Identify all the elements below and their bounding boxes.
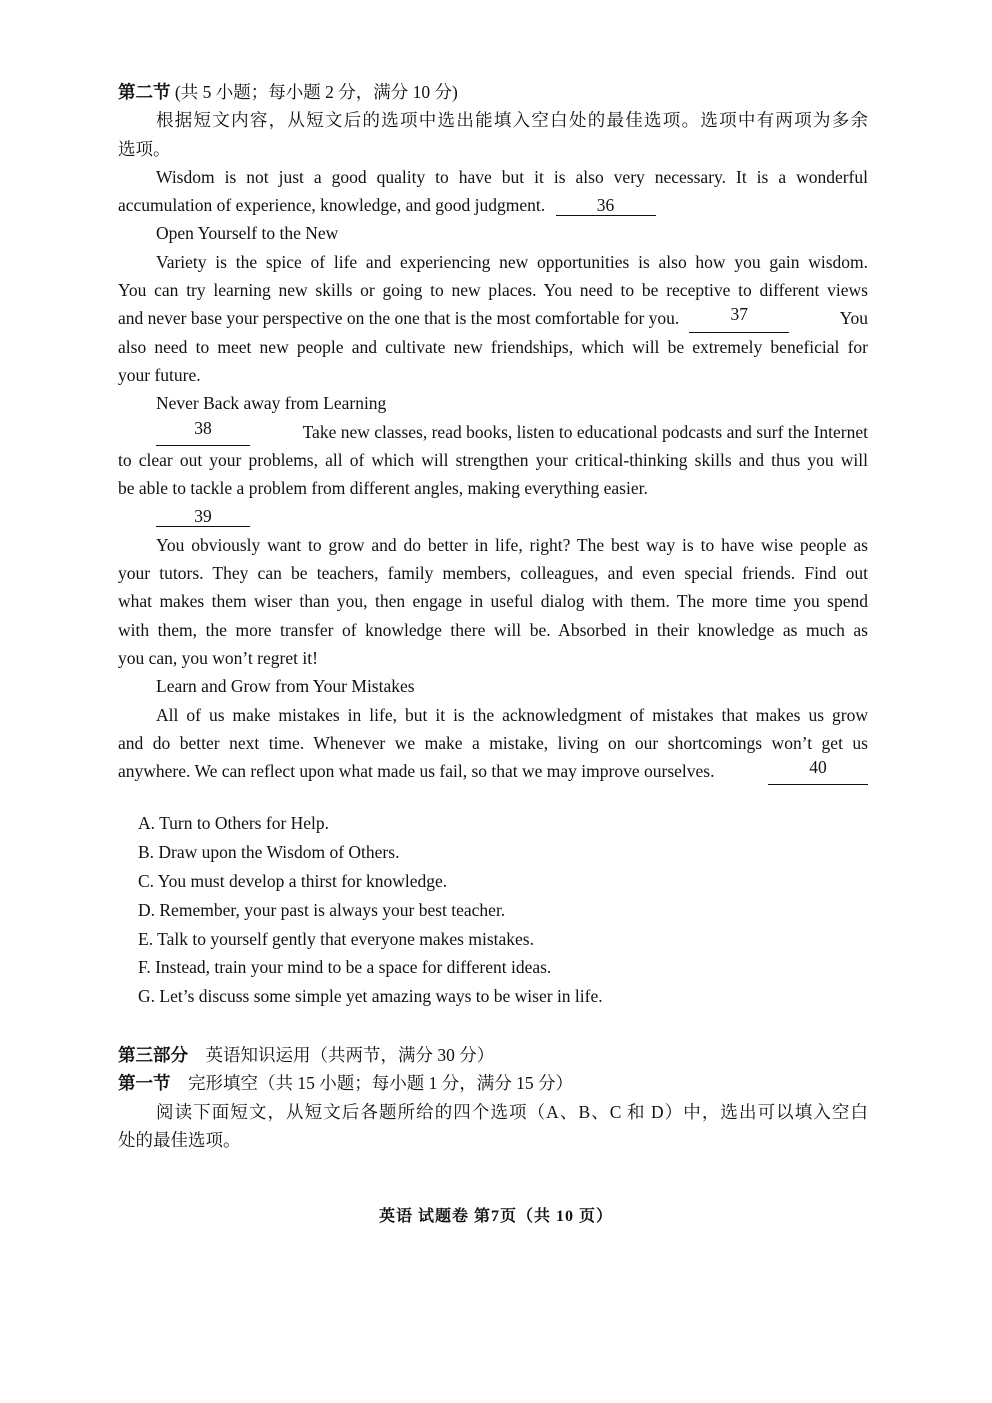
part3-section1-heading [118, 1069, 868, 1097]
part3-section [118, 1041, 868, 1154]
passage-p2-line3-text: and never base your perspective on the one that is the most comfortable for you. [118, 308, 680, 329]
passage-p1-line1: Wisdom is not just a good quality to have but it is also very necessary. It is a wonderful [156, 166, 868, 187]
passage-p5-line3-text: anywhere. We can reflect upon what made us fail, so that we may improve ourselves. [118, 761, 715, 782]
passage-p2-line4: also need to meet new people and cultivate new friendships, which will be extremely beneficial for [118, 336, 868, 357]
option-f: F. Instead, train your mind to be a space for different ideas. [138, 957, 552, 978]
passage-p3-line1 [118, 418, 868, 446]
part3-heading-rest: 英语知识运用（共两节，满分 30 分） [188, 1045, 495, 1065]
part3-instruction-line2: 处的最佳选项。 [118, 1129, 241, 1150]
passage-p4-line3: what makes them wiser than you, then engage in useful dialog with them. The more time you spend [118, 591, 868, 612]
options-list [118, 809, 868, 1011]
passage-p3-line2: to clear out your problems, all of which will strengthen your critical-thinking skills and thus you will [118, 449, 868, 470]
passage-p5-line3 [118, 757, 868, 785]
option-b: B. Draw upon the Wisdom of Others. [138, 842, 400, 863]
subheading-never-back-away: Never Back away from Learning [156, 393, 387, 414]
passage-p2-line5: your future. [118, 364, 201, 385]
passage-p4-line5: you can, you won’t regret it! [118, 647, 318, 668]
part3-heading-bold: 第三部分 [118, 1045, 188, 1065]
blank-36: 36 [556, 195, 656, 216]
section2-instruction-line2: 选项。 [118, 138, 171, 159]
section2-heading-bold: 第二节 [118, 82, 171, 102]
subheading-open-yourself: Open Yourself to the New [156, 223, 339, 244]
part3-instruction-line1: 阅读下面短文，从短文后各题所给的四个选项（A、B、C 和 D）中，选出可以填入空白 [156, 1101, 868, 1122]
passage-p5-line2: and do better next time. Whenever we make a mistake, living on our shortcomings won’t get us [118, 732, 868, 753]
exam-page [118, 78, 868, 1154]
subheading-learn-and-grow: Learn and Grow from Your Mistakes [156, 676, 415, 697]
option-c: C. You must develop a thirst for knowledge. [138, 871, 448, 892]
part3-heading [118, 1041, 868, 1069]
blank-39: 39 [156, 506, 250, 527]
passage-p4-line2: your tutors. They can be teachers, family members, colleagues, and even special friends. Find out [118, 563, 868, 584]
passage-p4-line1: You obviously want to grow and do better in life, right? The best way is to have wise people as [156, 534, 868, 555]
blank-40: 40 [768, 757, 868, 785]
part3-section1-rest: 完形填空（共 15 小题；每小题 1 分，满分 15 分） [170, 1073, 573, 1094]
option-a: A. Turn to Others for Help. [138, 813, 330, 834]
passage-p1-line2-text: accumulation of experience, knowledge, and good judgment. [118, 195, 546, 216]
passage-p2-line3-after: You [839, 308, 868, 329]
part3-section1-bold: 第一节 [118, 1073, 171, 1094]
passage-p2-line3 [118, 304, 868, 332]
blank-39-line [118, 502, 868, 530]
passage-p4-line4: with them, the more transfer of knowledge there will be. Absorbed in their knowledge as much as [118, 619, 868, 640]
page-footer: 英语 试题卷 第7页（共 10 页） [378, 1208, 613, 1225]
option-g: G. Let’s discuss some simple yet amazing ways to be wiser in life. [138, 986, 603, 1007]
blank-38: 38 [156, 418, 250, 446]
option-e: E. Talk to yourself gently that everyone makes mistakes. [138, 928, 534, 949]
passage-p2-line1: Variety is the spice of life and experiencing new opportunities is also how you gain wisdom. [156, 251, 868, 272]
passage-p1-line2 [118, 191, 868, 219]
section2-instruction-line1: 根据短文内容，从短文后的选项中选出能填入空白处的最佳选项。选项中有两项为多余 [156, 110, 868, 131]
option-d: D. Remember, your past is always your best teacher. [138, 899, 506, 920]
passage-p2-line2: You can try learning new skills or going to new places. You need to be receptive to different views [118, 280, 868, 301]
section2-heading [118, 78, 868, 106]
passage-p3-line1-text: Take new classes, read books, listen to educational podcasts and surf the Internet [302, 421, 868, 442]
passage-p3-line3: be able to tackle a problem from different angles, making everything easier. [118, 478, 648, 499]
section2-heading-rest: (共 5 小题；每小题 2 分，满分 10 分) [170, 82, 458, 102]
passage-p5-line1: All of us make mistakes in life, but it is the acknowledgment of mistakes that makes us grow [156, 704, 868, 725]
blank-37: 37 [689, 304, 789, 332]
